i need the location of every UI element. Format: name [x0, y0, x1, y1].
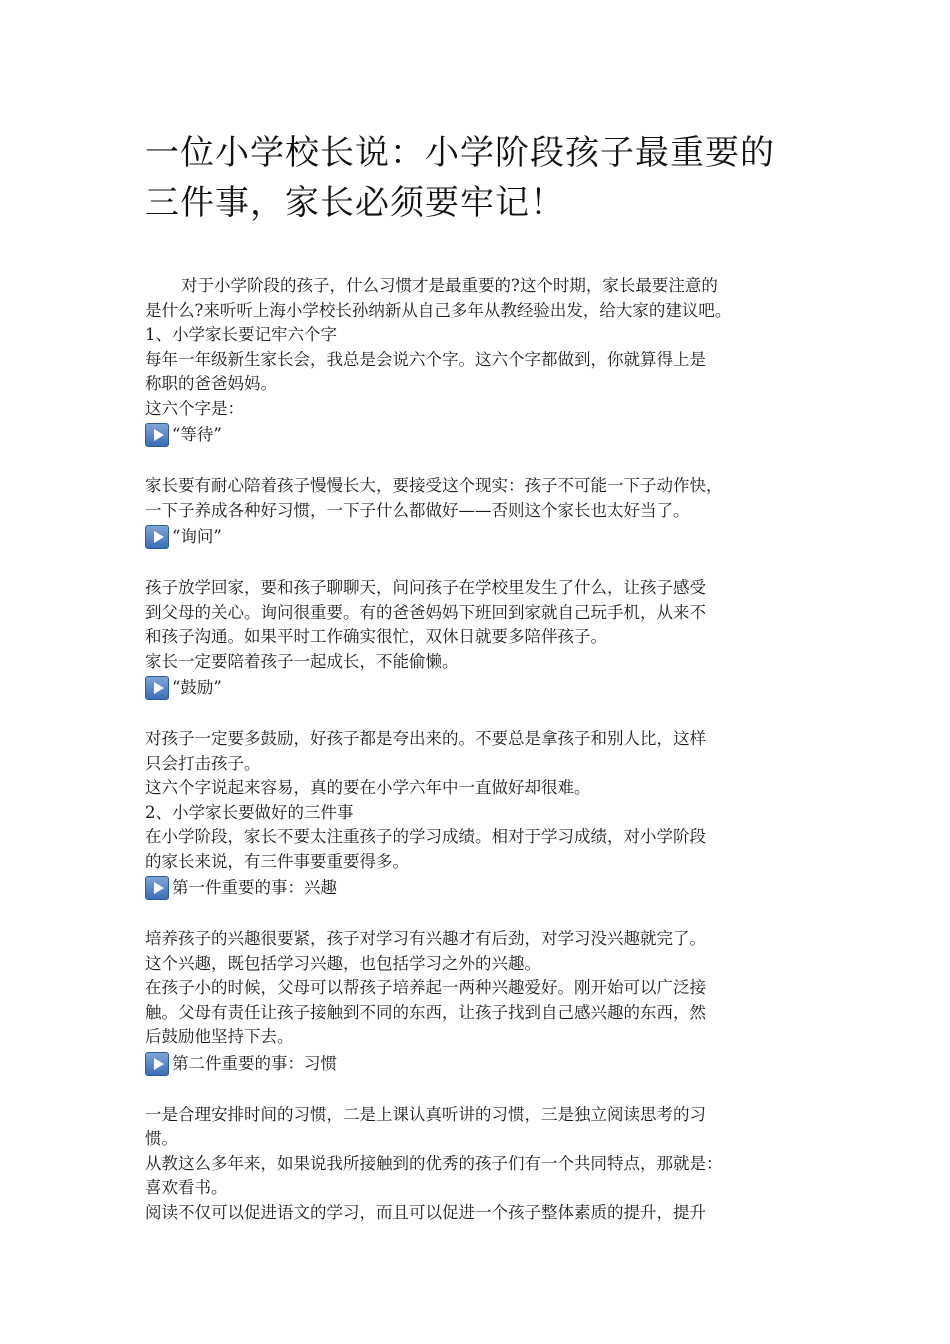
paragraph-line: 一下子养成各种好习惯，一下子什么都做好——否则这个家长也太好当了。	[145, 500, 690, 520]
article-title	[145, 128, 825, 228]
paragraph-line: 喜欢看书。	[145, 1178, 228, 1197]
paragraph-line: 这个兴趣，既包括学习兴趣，也包括学习之外的兴趣。	[145, 953, 541, 973]
paragraph-line: 和孩子沟通。如果平时工作确实很忙，双休日就要多陪伴孩子。	[145, 627, 607, 646]
intro-line-1: 对于小学阶段的孩子，什么习惯才是最重要的?这个时期，家长最要注意的	[181, 276, 718, 295]
paragraph-line: 在小学阶段，家长不要太注重孩子的学习成绩。相对于学习成绩，对小学阶段	[145, 827, 706, 846]
subheading-wait	[145, 421, 817, 449]
paragraph-line: 称职的爸爸妈妈。	[145, 374, 277, 393]
paragraph-line: 到父母的关心。询问很重要。有的爸爸妈妈下班回到家就自己玩手机，从来不	[145, 602, 706, 622]
paragraph-line: 只会打击孩子。	[145, 753, 261, 773]
section-2-heading: 2、小学家长要做好的三件事	[145, 802, 354, 822]
paragraph-line: 对孩子一定要多鼓励，好孩子都是夸出来的。不要总是拿孩子和别人比，这样	[145, 729, 706, 748]
paragraph-line: 后鼓励他坚持下去。	[145, 1027, 294, 1046]
paragraph-line: 家长一定要陪着孩子一起成长，不能偷懒。	[145, 651, 459, 671]
paragraph-line: 孩子放学回家，要和孩子聊聊天，问问孩子在学校里发生了什么，让孩子感受	[145, 578, 706, 597]
title-line-1: 一位小学校长说：小学阶段孩子最重要的	[145, 133, 775, 173]
subheading-interest	[145, 874, 817, 902]
subheading-ask	[145, 523, 817, 551]
section-1-heading: 1、小学家长要记牢六个字	[145, 325, 337, 344]
subheading-habit	[145, 1050, 817, 1078]
play-icon	[145, 1052, 169, 1076]
play-icon	[145, 525, 169, 549]
title-line-2: 三件事，家长必须要牢记！	[145, 183, 565, 223]
subheading-label: 第二件重要的事：习惯	[172, 1053, 337, 1073]
intro-line-2: 是什么?来听听上海小学校长孙纳新从自己多年从教经验出发，给大家的建议吧。	[145, 300, 732, 320]
paragraph-line: 每年一年级新生家长会，我总是会说六个字。这六个字都做到，你就算得上是	[145, 349, 706, 369]
paragraph-line: 这六个字说起来容易，真的要在小学六年中一直做好却很难。	[145, 778, 591, 797]
subheading-encourage	[145, 674, 817, 702]
paragraph-line: 阅读不仅可以促进语文的学习，而且可以促进一个孩子整体素质的提升，提升	[145, 1202, 706, 1222]
play-icon	[145, 876, 169, 900]
paragraph-line: 这六个字是：	[145, 398, 244, 418]
subheading-label: “鼓励”	[172, 678, 222, 697]
paragraph-line: 触。父母有责任让孩子接触到不同的东西，让孩子找到自己感兴趣的东西，然	[145, 1002, 706, 1022]
paragraph-line: 培养孩子的兴趣很要紧，孩子对学习有兴趣才有后劲，对学习没兴趣就完了。	[145, 929, 706, 948]
paragraph-line: 的家长来说，有三件事要重要得多。	[145, 851, 409, 871]
play-icon	[145, 423, 169, 447]
subheading-label: 第一件重要的事：兴趣	[172, 878, 337, 897]
play-icon	[145, 676, 169, 700]
paragraph-line: 在孩子小的时候，父母可以帮孩子培养起一两种兴趣爱好。刚开始可以广泛接	[145, 978, 706, 997]
subheading-label: “询问”	[172, 527, 222, 546]
article-body	[145, 274, 817, 1225]
paragraph-line: 惯。	[145, 1129, 178, 1148]
paragraph-line: 从教这么多年来，如果说我所接触到的优秀的孩子们有一个共同特点，那就是：	[145, 1153, 723, 1173]
paragraph-line: 家长要有耐心陪着孩子慢慢长大，要接受这个现实：孩子不可能一下子动作快，	[145, 476, 723, 495]
subheading-label: “等待”	[172, 425, 222, 444]
paragraph-line: 一是合理安排时间的习惯，二是上课认真听讲的习惯，三是独立阅读思考的习	[145, 1104, 706, 1124]
